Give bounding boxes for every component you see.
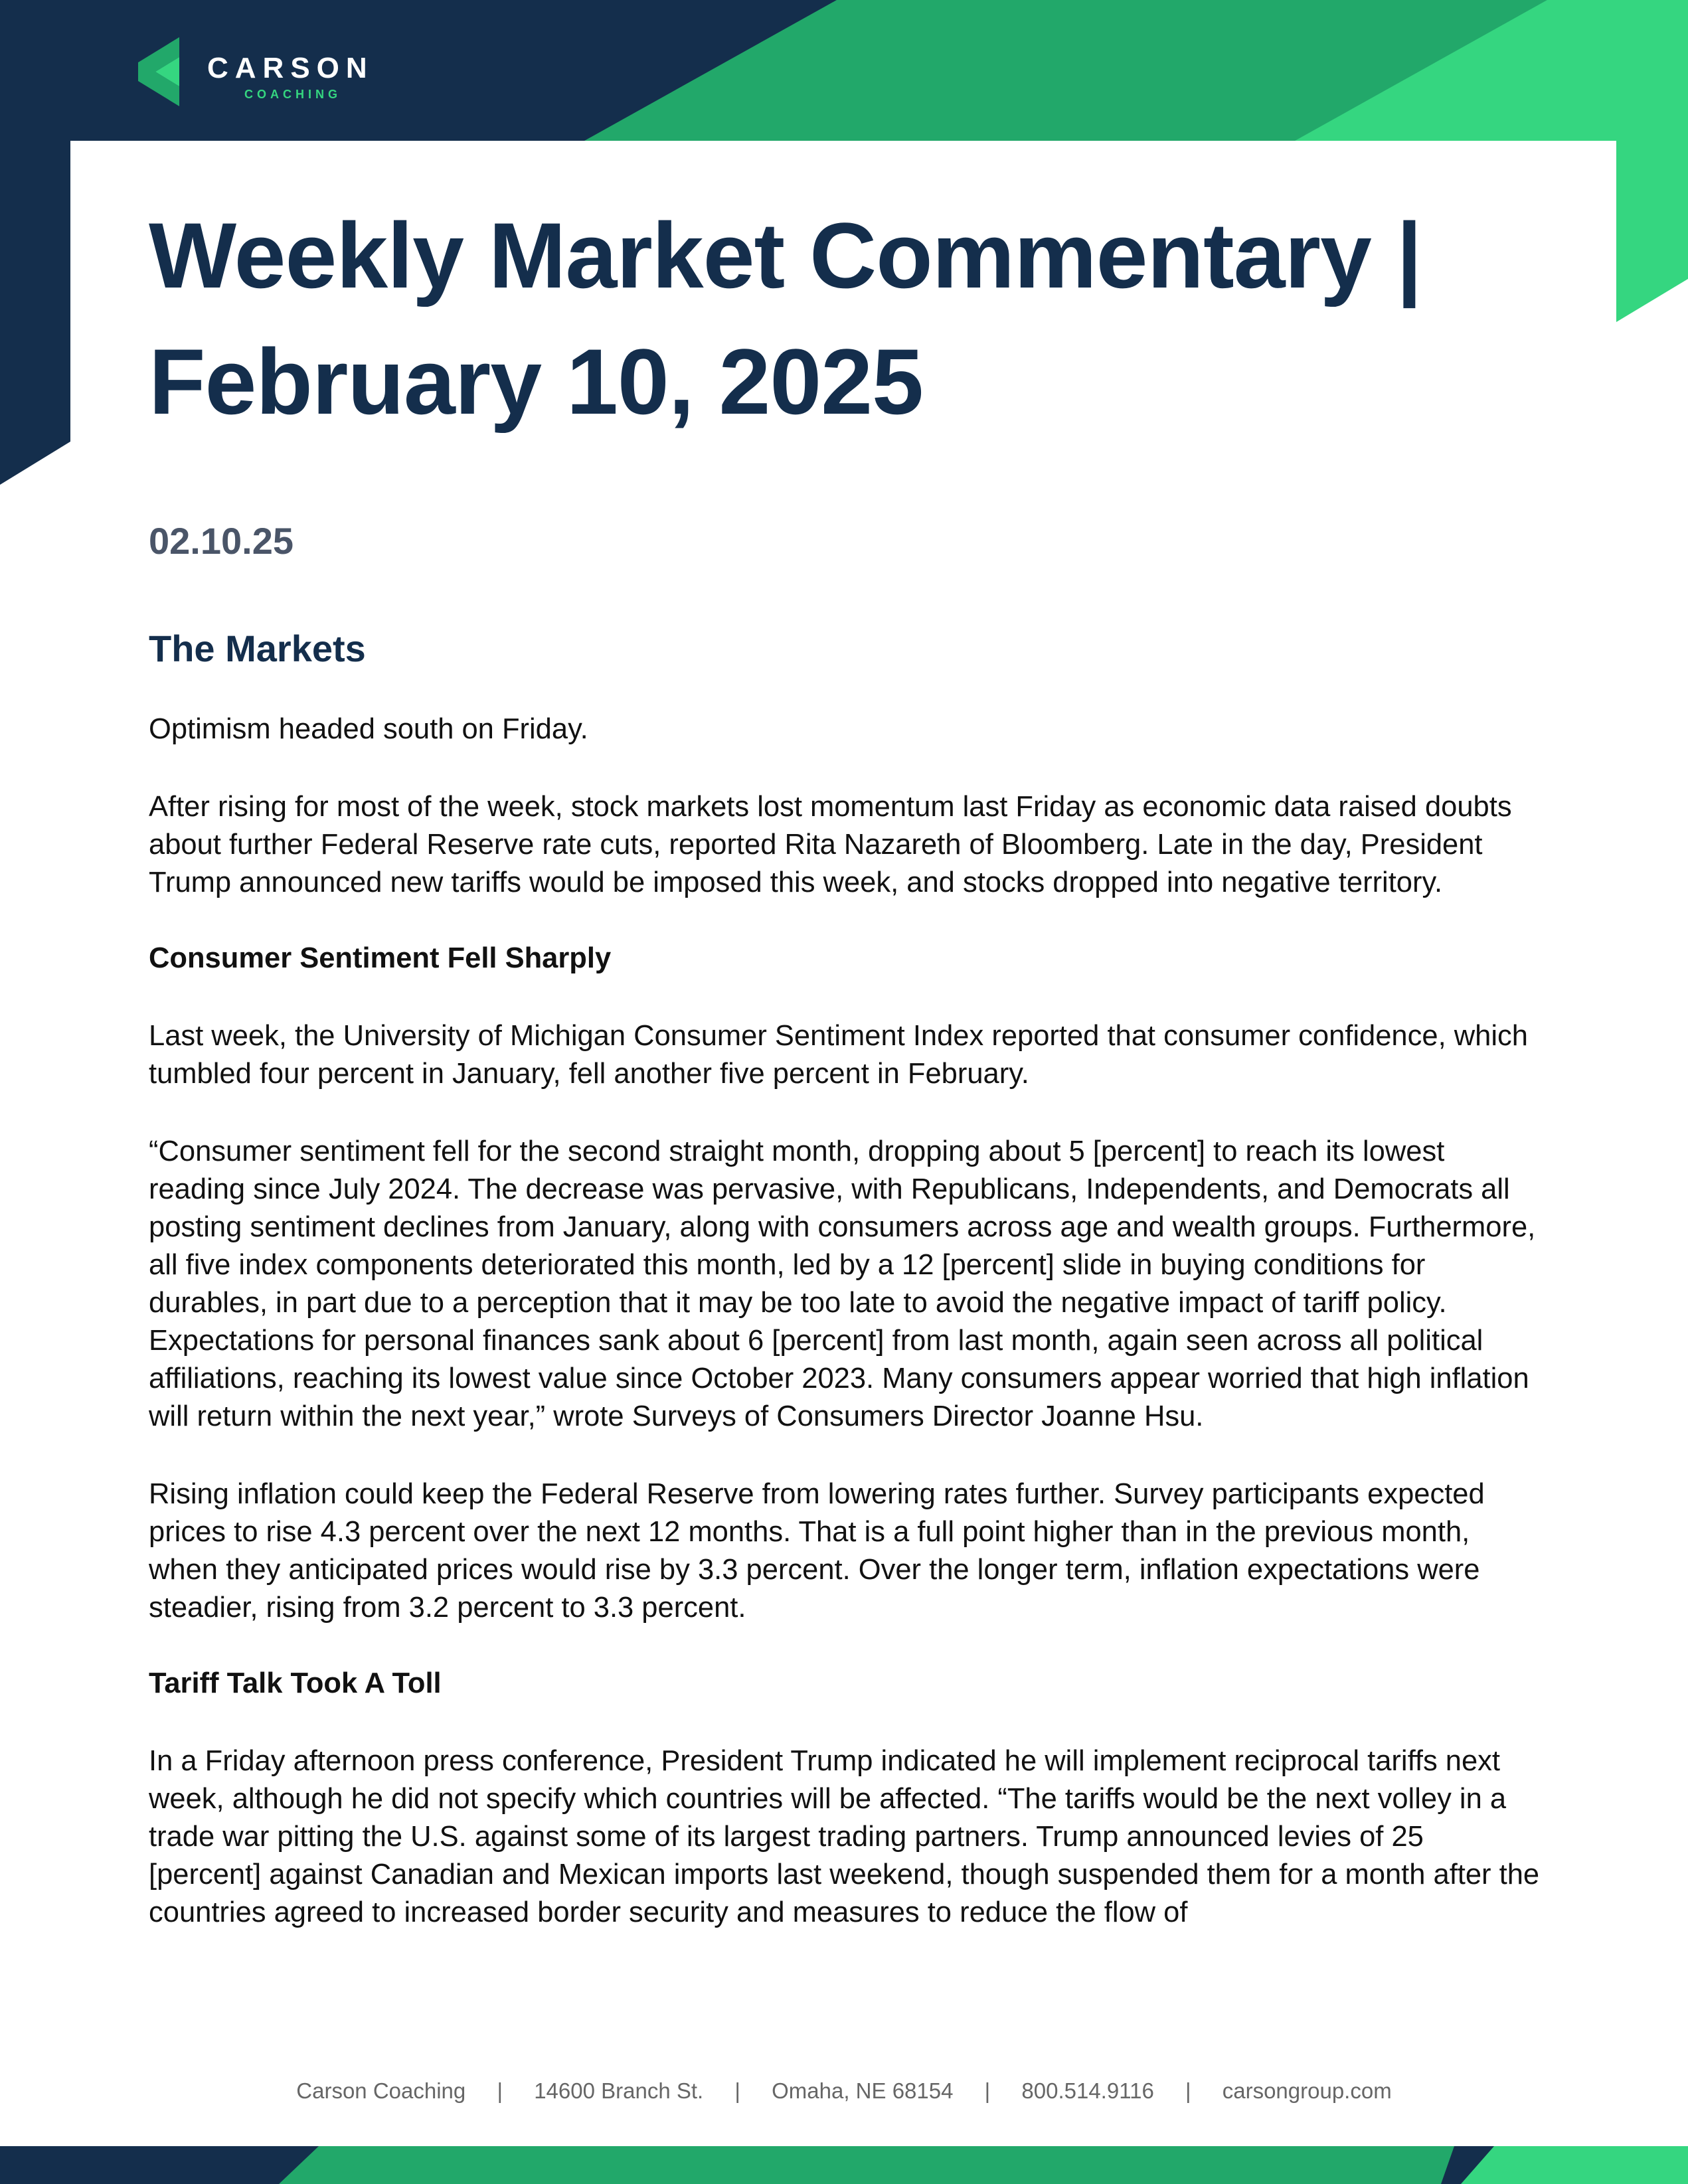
footer-city: Omaha, NE 68154 <box>772 2078 954 2103</box>
logo-subtitle: COACHING <box>244 88 341 101</box>
footer-separator: | <box>984 2078 991 2103</box>
footer-website: carsongroup.com <box>1222 2078 1392 2103</box>
footer-separator: | <box>734 2078 740 2103</box>
footer-separator: | <box>1185 2078 1191 2103</box>
paragraph: After rising for most of the week, stock markets lost momentum last Friday as economic data raised doubts about further Federal Reserve rate cuts, reported Rita Nazareth of Bloomberg. Late in the day, President Trump announced new tariffs would be imposed this week, and stocks dropped into negative territory. <box>149 791 1512 898</box>
page-title: Weekly Market Commentary | February 10, 2025 <box>149 203 1422 434</box>
carson-chevron-icon <box>138 37 179 106</box>
paragraph: In a Friday afternoon press conference, President Trump indicated he will implement reciprocal tariffs next week, although he did not specify which countries will be affected. “The tariffs would be the next volley in a trade war pitting the U.S. against some of its largest trading partners. Trump announced levies of 25 [percent] against Canadian and Mexican imports last weekend, though suspended them for a month after the countries agreed to increased border security and measures to reduce the flow of <box>149 1745 1540 1928</box>
quote-paragraph: “Consumer sentiment fell for the second straight month, dropping about 5 [percent] to reach its lowest reading since July 2024. The decrease was pervasive, with Republicans, Independents, and Democrats all posting sentiment declines from January, along with consumers across age and wealth groups. Furthermore, all five index components deteriorated this month, led by a 12 [percent] slide in buying conditions for durables, in part due to a perception that it may be too late to avoid the negative impact of tariff policy. Expectations for personal finances sank about 6 [percent] from last month, again seen across all political affiliations, reaching its lowest value since October 2023. Many consumers appear worried that high inflation will return within the next year,” wrote Surveys of Consumers Director Joanne Hsu. <box>149 1135 1536 1432</box>
footer-company: Carson Coaching <box>296 2078 466 2103</box>
subheading: Consumer Sentiment Fell Sharply <box>149 942 612 974</box>
left-navy-wedge <box>0 141 70 485</box>
footer-bright-green-stripe <box>1461 2146 1688 2184</box>
subheading: Tariff Talk Took A Toll <box>149 1667 442 1699</box>
intro-paragraph: Optimism headed south on Friday. <box>149 713 588 745</box>
footer-address: 14600 Branch St. <box>534 2078 704 2103</box>
publish-date: 02.10.25 <box>149 520 294 562</box>
footer-green-stripe <box>279 2146 1454 2184</box>
carson-logo <box>138 37 404 110</box>
paragraph: Rising inflation could keep the Federal Reserve from lowering rates further. Survey participants expected prices to rise 4.3 percent over the next 12 months. That is a full point higher than in the previous month, when they anticipated prices would rise by 3.3 percent. Over the longer term, inflation expectations were steadier, rising from 3.2 percent to 3.3 percent. <box>149 1478 1485 1624</box>
right-green-wedge <box>1616 141 1688 322</box>
page-footer <box>0 2078 1688 2104</box>
paragraph: Last week, the University of Michigan Consumer Sentiment Index reported that consumer confidence, which tumbled four percent in January, fell another five percent in February. <box>149 1020 1528 1090</box>
footer-phone: 800.514.9116 <box>1021 2078 1154 2103</box>
footer-separator: | <box>497 2078 503 2103</box>
logo-wordmark: CARSON <box>207 52 374 84</box>
section-heading: The Markets <box>149 628 366 669</box>
article-body <box>149 193 1543 1932</box>
